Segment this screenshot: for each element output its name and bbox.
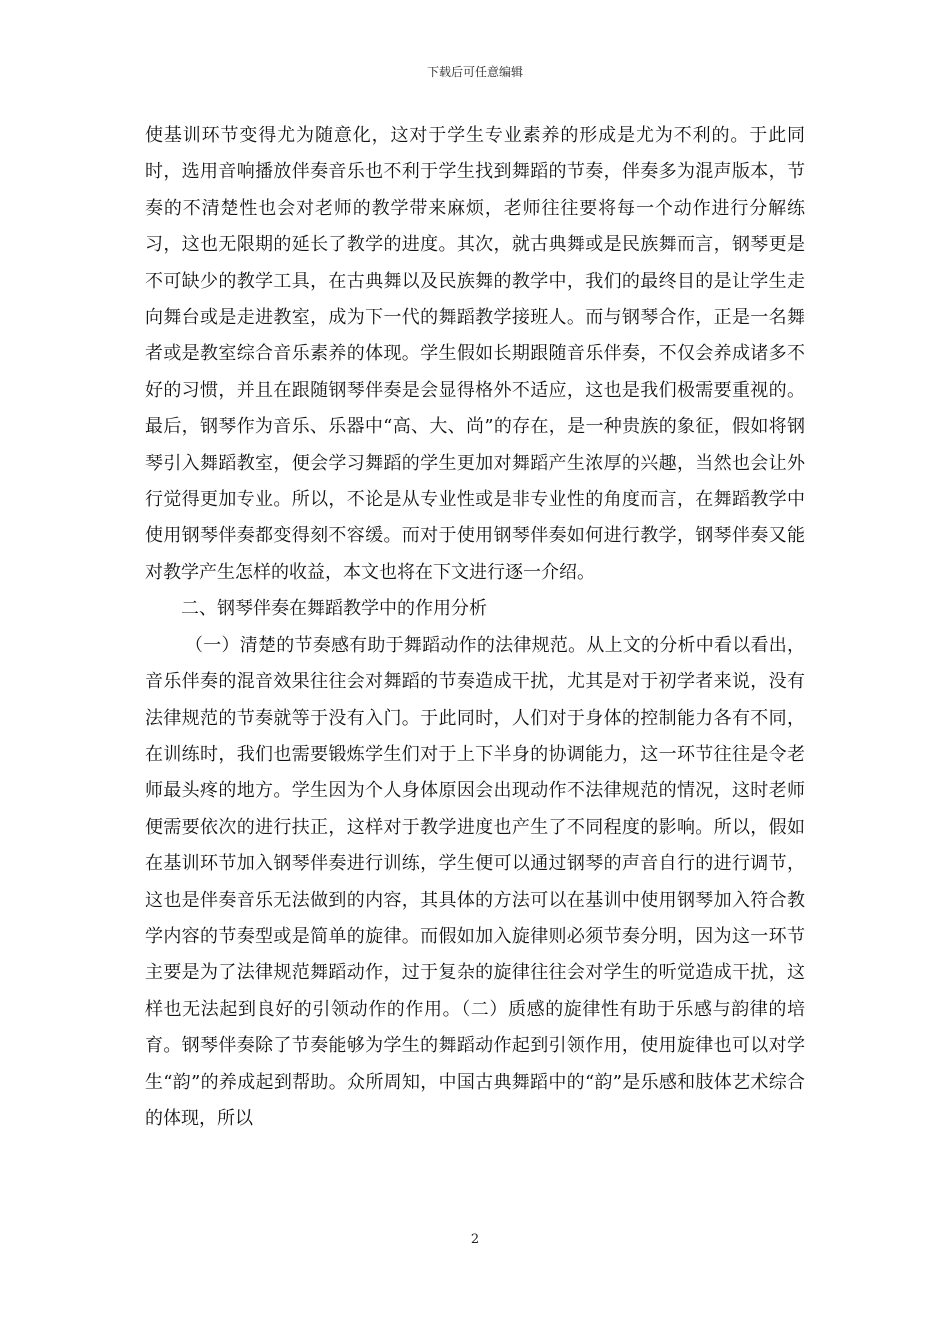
document-body [145,118,805,1137]
page-header: 下载后可任意编辑 [426,65,523,79]
section-heading: 二、钢琴伴奏在舞蹈教学中的作用分析 [181,598,487,620]
paragraph-continuation: 使基训环节变得尤为随意化，这对于学生专业素养的形成是尤为不利的。于此同时，选用音响播放伴奏音乐也不利于学生找到舞蹈的节奏，伴奏多为混声版本，节奏的不清楚性也会对老师的教学带来麻烦，老师往往要将每一个动作进行分解练习，这也无限期的延长了教学的进度。其次，就古典舞或是民族舞而言，钢琴更是不可缺少的教学工具，在古典舞以及民族舞的教学中，我们的最终目的是让学生走向舞台或是走进教室，成为下一代的舞蹈教学接班人。而与钢琴合作，正是一名舞者或是教室综合音乐素养的体现。学生假如长期跟随音乐伴奏，不仅会养成诸多不好的习惯，并且在跟随钢琴伴奏是会显得格外不适应，这也是我们极需要重视的。最后，钢琴作为音乐、乐器中“高、大、尚”的存在，是一种贵族的象征，假如将钢琴引入舞蹈教室，便会学习舞蹈的学生更加对舞蹈产生浓厚的兴趣，当然也会让外行觉得更加专业。所以，不论是从专业性或是非专业性的角度而言，在舞蹈教学中使用钢琴伴奏都变得刻不容缓。而对于使用钢琴伴奏如何进行教学，钢琴伴奏又能对教学产生怎样的收益，本文也将在下文进行逐一介绍。 [145,125,805,583]
page-number: 2 [470,1232,480,1247]
paragraph-subsection: （一）清楚的节奏感有助于舞蹈动作的法律规范。从上文的分析中看以看出，音乐伴奏的混音效果往往会对舞蹈的节奏造成干扰，尤其是对于初学者来说，没有法律规范的节奏就等于没有入门。于此同时，人们对于身体的控制能力各有不同，在训练时，我们也需要锻炼学生们对于上下半身的协调能力，这一环节往往是令老师最头疼的地方。学生因为个人身体原因会出现动作不法律规范的情况，这时老师便需要依次的进行扶正，这样对于教学进度也产生了不同程度的影响。所以，假如在基训环节加入钢琴伴奏进行训练，学生便可以通过钢琴的声音自行的进行调节，这也是伴奏音乐无法做到的内容，其具体的方法可以在基训中使用钢琴加入符合教学内容的节奏型或是简单的旋律。而假如加入旋律则必须节奏分明，因为这一环节主要是为了法律规范舞蹈动作，过于复杂的旋律往往会对学生的听觉造成干扰，这样也无法起到良好的引领动作的作用。（二）质感的旋律性有助于乐感与韵律的培育。钢琴伴奏除了节奏能够为学生的舞蹈动作起到引领作用，使用旋律也可以对学生“韵”的养成起到帮助。众所周知，中国古典舞蹈中的“韵”是乐感和肢体艺术综合的体现，所以 [145,634,805,1129]
